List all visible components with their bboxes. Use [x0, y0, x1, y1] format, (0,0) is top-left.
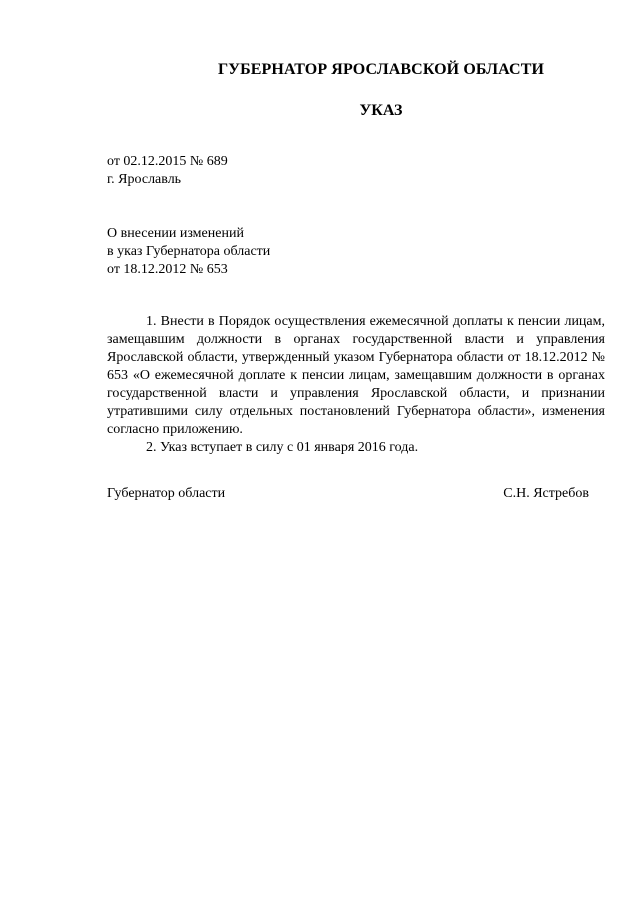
place: г. Ярославль	[107, 172, 182, 187]
signatory-name: С.Н. Ястребов	[503, 486, 589, 501]
signature-block	[107, 485, 589, 503]
document-subject	[107, 225, 270, 279]
subject-line-2: в указ Губернатора области	[107, 244, 271, 259]
document-body	[107, 313, 605, 457]
signatory-position: Губернатор области	[107, 486, 226, 501]
body-paragraph-1: 1. Внести в Порядок осуществления ежемесячной доплаты к пенсии лицам, замещавшим должности в органах государственной власти и управления Ярославской области, утвержденный указом Губернатора области от 18.12.2012 № 653 «О ежемесячной доплате к пенсии лицам, замещавшим должности в органах государственной власти и управления Ярославской области, и признании утратившими силу отдельных постановлений Губернатора области», изменения согласно приложению.	[107, 314, 605, 437]
organization-title: ГУБЕРНАТОР ЯРОСЛАВСКОЙ ОБЛАСТИ	[217, 61, 545, 78]
subject-line-3: от 18.12.2012 № 653	[107, 262, 228, 277]
document-type-title: УКАЗ	[359, 102, 403, 119]
subject-line-1: О внесении изменений	[107, 226, 244, 241]
date-number: от 02.12.2015 № 689	[107, 154, 228, 169]
body-paragraph-2: 2. Указ вступает в силу с 01 января 2016 года.	[146, 440, 419, 455]
document-meta	[107, 153, 228, 189]
